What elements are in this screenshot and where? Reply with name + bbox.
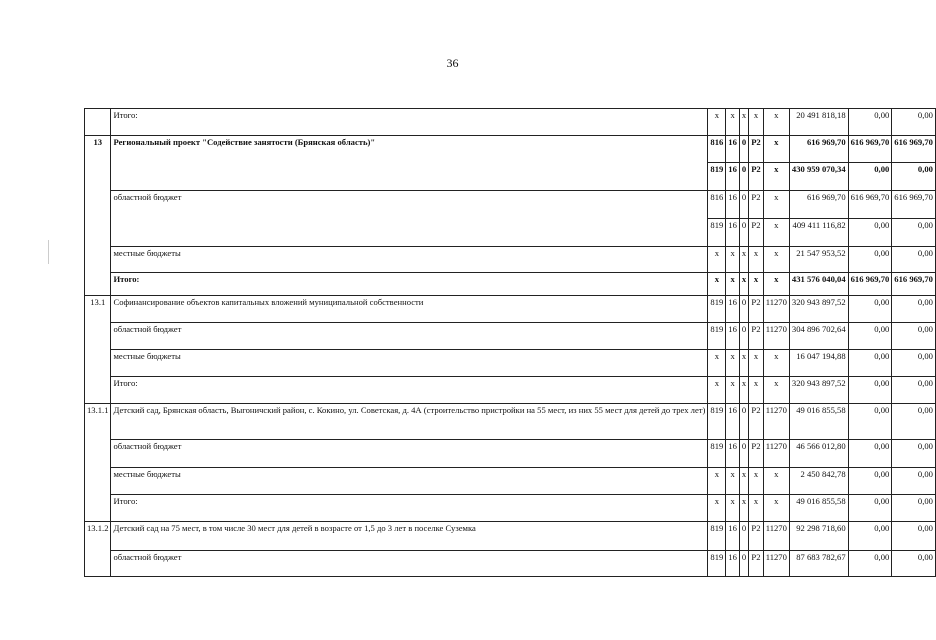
amount-3: 0,00 (892, 247, 936, 273)
amount-3: 0,00 (892, 296, 936, 323)
col-c1: 819 (708, 296, 726, 323)
amount-3: 616 969,70 (892, 136, 936, 163)
row-name: Итого: (111, 273, 708, 296)
col-c5: х (763, 136, 789, 163)
col-c5: 11270 (763, 440, 789, 468)
row-name: Региональный проект "Содействие занятости (Брянская область)" (111, 136, 708, 191)
col-c5: х (763, 109, 789, 136)
col-c2: х (726, 495, 740, 522)
table-row (85, 109, 936, 136)
col-c2: 16 (726, 440, 740, 468)
col-c1: 819 (708, 323, 726, 350)
amount-3: 0,00 (892, 323, 936, 350)
amount-3: 616 969,70 (892, 191, 936, 219)
col-c1: 819 (708, 440, 726, 468)
col-c4: х (749, 377, 764, 404)
amount-1: 20 491 818,18 (789, 109, 848, 136)
scan-edge-mark (48, 240, 49, 264)
row-name: областной бюджет (111, 323, 708, 350)
col-c1: х (708, 247, 726, 273)
row-code (85, 109, 111, 136)
table-row (85, 468, 936, 495)
col-c5: 11270 (763, 551, 789, 577)
col-c3: 0 (739, 323, 748, 350)
col-c2: 16 (726, 219, 740, 247)
col-c5: 11270 (763, 522, 789, 551)
col-c1: 819 (708, 404, 726, 440)
amount-2: 0,00 (848, 440, 892, 468)
amount-3: 0,00 (892, 377, 936, 404)
col-c3: 0 (739, 219, 748, 247)
amount-1: 320 943 897,52 (789, 377, 848, 404)
row-name: Итого: (111, 495, 708, 522)
col-c3: 0 (739, 136, 748, 163)
col-c1: 819 (708, 522, 726, 551)
row-name: Итого: (111, 109, 708, 136)
amount-1: 409 411 116,82 (789, 219, 848, 247)
row-name: Софинансирование объектов капитальных вложений муниципальной собственности (111, 296, 708, 323)
amount-2: 0,00 (848, 219, 892, 247)
page-number: 36 (446, 56, 459, 70)
row-code: 13.1.1 (85, 404, 111, 522)
amount-3: 0,00 (892, 440, 936, 468)
row-name: местные бюджеты (111, 468, 708, 495)
table-row (85, 350, 936, 377)
row-name: областной бюджет (111, 551, 708, 577)
col-c5: 11270 (763, 296, 789, 323)
col-c3: х (739, 247, 748, 273)
amount-1: 430 959 070,34 (789, 163, 848, 191)
table-row (85, 440, 936, 468)
col-c5: 11270 (763, 404, 789, 440)
col-c3: х (739, 109, 748, 136)
amount-2: 0,00 (848, 468, 892, 495)
amount-1: 304 896 702,64 (789, 323, 848, 350)
col-c1: 816 (708, 136, 726, 163)
col-c2: 16 (726, 551, 740, 577)
col-c4: х (749, 468, 764, 495)
col-c3: 0 (739, 404, 748, 440)
amount-1: 616 969,70 (789, 191, 848, 219)
amount-2: 0,00 (848, 296, 892, 323)
amount-2: 0,00 (848, 404, 892, 440)
col-c5: 11270 (763, 323, 789, 350)
amount-1: 2 450 842,78 (789, 468, 848, 495)
amount-1: 49 016 855,58 (789, 404, 848, 440)
col-c4: Р2 (749, 191, 764, 219)
col-c1: х (708, 109, 726, 136)
amount-2: 0,00 (848, 377, 892, 404)
col-c5: х (763, 377, 789, 404)
budget-table (84, 108, 936, 577)
col-c4: Р2 (749, 323, 764, 350)
col-c5: х (763, 219, 789, 247)
row-name: местные бюджеты (111, 350, 708, 377)
col-c4: Р2 (749, 219, 764, 247)
table-row (85, 247, 936, 273)
col-c2: 16 (726, 191, 740, 219)
col-c2: х (726, 247, 740, 273)
amount-1: 46 566 012,80 (789, 440, 848, 468)
col-c4: Р2 (749, 404, 764, 440)
col-c2: х (726, 273, 740, 296)
amount-2: 0,00 (848, 109, 892, 136)
col-c4: х (749, 247, 764, 273)
amount-1: 87 683 782,67 (789, 551, 848, 577)
col-c1: 819 (708, 219, 726, 247)
table-row (85, 296, 936, 323)
col-c3: 0 (739, 440, 748, 468)
col-c1: х (708, 350, 726, 377)
col-c3: 0 (739, 296, 748, 323)
col-c1: 819 (708, 551, 726, 577)
row-code: 13 (85, 136, 111, 296)
col-c3: 0 (739, 163, 748, 191)
row-code: 13.1.2 (85, 522, 111, 577)
col-c4: Р2 (749, 522, 764, 551)
col-c4: х (749, 350, 764, 377)
amount-1: 21 547 953,52 (789, 247, 848, 273)
amount-3: 0,00 (892, 219, 936, 247)
amount-2: 0,00 (848, 350, 892, 377)
amount-1: 320 943 897,52 (789, 296, 848, 323)
col-c2: х (726, 350, 740, 377)
col-c2: 16 (726, 296, 740, 323)
col-c1: х (708, 273, 726, 296)
col-c5: х (763, 273, 789, 296)
amount-2: 0,00 (848, 163, 892, 191)
col-c4: х (749, 495, 764, 522)
amount-3: 0,00 (892, 404, 936, 440)
col-c3: 0 (739, 551, 748, 577)
table-row (85, 551, 936, 577)
col-c5: х (763, 191, 789, 219)
col-c2: х (726, 109, 740, 136)
col-c4: Р2 (749, 440, 764, 468)
amount-2: 616 969,70 (848, 273, 892, 296)
col-c3: х (739, 468, 748, 495)
col-c3: 0 (739, 522, 748, 551)
table-row (85, 191, 936, 219)
col-c3: х (739, 273, 748, 296)
col-c1: х (708, 377, 726, 404)
amount-2: 0,00 (848, 551, 892, 577)
table-row (85, 273, 936, 296)
col-c1: х (708, 495, 726, 522)
col-c1: 819 (708, 163, 726, 191)
col-c2: 16 (726, 522, 740, 551)
amount-3: 616 969,70 (892, 273, 936, 296)
col-c3: х (739, 495, 748, 522)
amount-1: 431 576 040,04 (789, 273, 848, 296)
col-c2: 16 (726, 136, 740, 163)
col-c4: х (749, 273, 764, 296)
col-c3: х (739, 377, 748, 404)
row-name: областной бюджет (111, 191, 708, 247)
row-name: местные бюджеты (111, 247, 708, 273)
col-c4: х (749, 109, 764, 136)
row-name: областной бюджет (111, 440, 708, 468)
amount-2: 0,00 (848, 522, 892, 551)
amount-1: 92 298 718,60 (789, 522, 848, 551)
col-c2: х (726, 468, 740, 495)
col-c1: 816 (708, 191, 726, 219)
col-c2: 16 (726, 163, 740, 191)
amount-3: 0,00 (892, 350, 936, 377)
row-name: Итого: (111, 377, 708, 404)
amount-1: 616 969,70 (789, 136, 848, 163)
col-c4: Р2 (749, 551, 764, 577)
amount-2: 616 969,70 (848, 191, 892, 219)
col-c5: х (763, 495, 789, 522)
amount-3: 0,00 (892, 551, 936, 577)
row-name: Детский сад, Брянская область, Выгоничский район, с. Кокино, ул. Советская, д. 4А (строительство пристройки на 55 мест, из них 55 мест для детей до трех лет) (111, 404, 708, 440)
amount-1: 49 016 855,58 (789, 495, 848, 522)
col-c2: х (726, 377, 740, 404)
col-c5: х (763, 163, 789, 191)
table-row (85, 377, 936, 404)
amount-2: 0,00 (848, 247, 892, 273)
col-c2: 16 (726, 323, 740, 350)
amount-3: 0,00 (892, 163, 936, 191)
table-row (85, 522, 936, 551)
amount-2: 0,00 (848, 495, 892, 522)
table-row (85, 136, 936, 163)
col-c5: х (763, 468, 789, 495)
col-c2: 16 (726, 404, 740, 440)
amount-2: 0,00 (848, 323, 892, 350)
table-row (85, 495, 936, 522)
row-code: 13.1 (85, 296, 111, 404)
col-c5: х (763, 247, 789, 273)
col-c4: Р2 (749, 296, 764, 323)
amount-3: 0,00 (892, 468, 936, 495)
col-c1: х (708, 468, 726, 495)
amount-1: 16 047 194,88 (789, 350, 848, 377)
col-c4: Р2 (749, 163, 764, 191)
amount-3: 0,00 (892, 495, 936, 522)
col-c4: Р2 (749, 136, 764, 163)
amount-3: 0,00 (892, 522, 936, 551)
amount-3: 0,00 (892, 109, 936, 136)
col-c5: х (763, 350, 789, 377)
col-c3: 0 (739, 191, 748, 219)
table-row (85, 323, 936, 350)
amount-2: 616 969,70 (848, 136, 892, 163)
table-row (85, 404, 936, 440)
col-c3: х (739, 350, 748, 377)
row-name: Детский сад на 75 мест, в том числе 30 мест для детей в возрасте от 1,5 до 3 лет в поселке Суземка (111, 522, 708, 551)
